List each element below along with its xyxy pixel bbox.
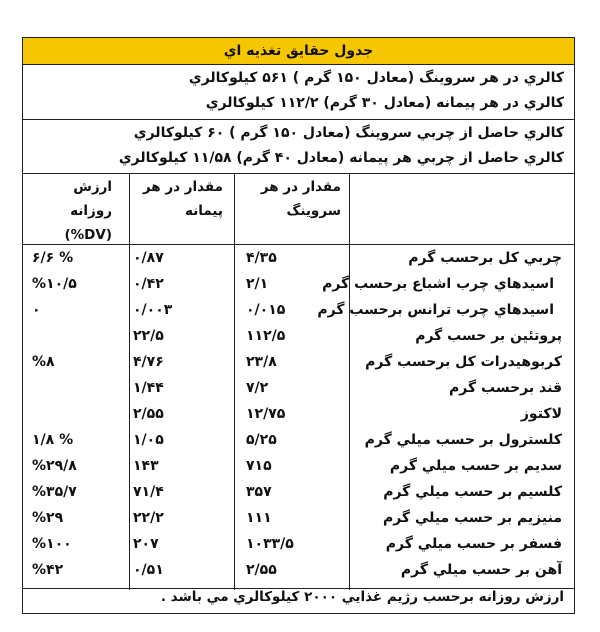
- table-row: كلسيم بر حسب ميلي گرم ۳۵۷ ۷۱/۴ %۳۵/۷: [32, 484, 562, 500]
- table-row: آهن بر حسب ميلي گرم ۲/۵۵ ۰/۵۱ %۴۲: [32, 562, 562, 578]
- table-row: منيزيم بر حسب ميلي گرم ۱۱۱ ۲۲/۲ %۲۹: [32, 510, 562, 526]
- divider: [23, 244, 574, 245]
- table-row: فسفر بر حسب ميلي گرم ۱۰۳۳/۵ ۲۰۷ %۱۰۰: [32, 536, 562, 552]
- header-serving: مقدار در هر سروينگ: [260, 179, 341, 219]
- table-row: كربوهيدرات كل برحسب گرم ۲۳/۸ ۴/۷۶ %۸: [32, 354, 562, 370]
- divider: [23, 173, 574, 174]
- footer-note: ارزش روزانه برحسب رژيم غذايي ۲۰۰۰ كيلوكالري مي باشد .: [160, 589, 564, 605]
- fat-calories-per-unit: كالري حاصل از چربي هر پيمانه (معادل ۴۰ گرم) ۱۱/۵۸ كيلوكالري: [118, 150, 564, 166]
- calories-per-serving: كالري در هر سروينگ (معادل ۱۵۰ گرم ) ۵۶۱ كيلوكالري: [188, 70, 564, 86]
- table-row: چربي كل برحسب گرم ۴/۳۵ ۰/۸۷ % ۶/۶: [32, 250, 562, 266]
- header-unit: مقدار در هر پيمانه: [142, 179, 223, 219]
- header-daily-value: ارزش روزانه (DV%): [64, 179, 112, 243]
- calories-per-unit: كالري در هر پيمانه (معادل ۳۰ گرم) ۱۱۲/۲ كيلوكالري: [205, 95, 564, 111]
- table-title: جدول حقايق تغذيه اي: [23, 38, 574, 65]
- table-row: كلسترول بر حسب ميلي گرم ۵/۲۵ ۱/۰۵ % ۱/۸: [32, 432, 562, 448]
- nutrition-facts-table: [22, 37, 575, 614]
- divider: [23, 119, 574, 120]
- table-row: اسيدهاي چرب اشباع برحسب گرم ۲/۱ ۰/۴۲ %۱۰/۵: [32, 276, 554, 292]
- table-row: سديم بر حسب ميلي گرم ۷۱۵ ۱۴۳ %۲۹/۸: [32, 458, 562, 474]
- table-row: اسيدهاي چرب ترانس برحسب گرم ۰/۰۱۵ ۰/۰۰۳ ۰: [32, 302, 554, 318]
- table-row: پروتئين بر حسب گرم ۱۱۲/۵ ۲۲/۵: [133, 328, 562, 344]
- table-row: قند برحسب گرم ۷/۲ ۱/۴۴: [133, 380, 562, 396]
- fat-calories-per-serving: كالري حاصل از چربي سروينگ (معادل ۱۵۰ گرم ) ۶۰ كيلوكالري: [133, 125, 564, 141]
- table-row: لاكتوز ۱۲/۷۵ ۲/۵۵: [133, 406, 562, 422]
